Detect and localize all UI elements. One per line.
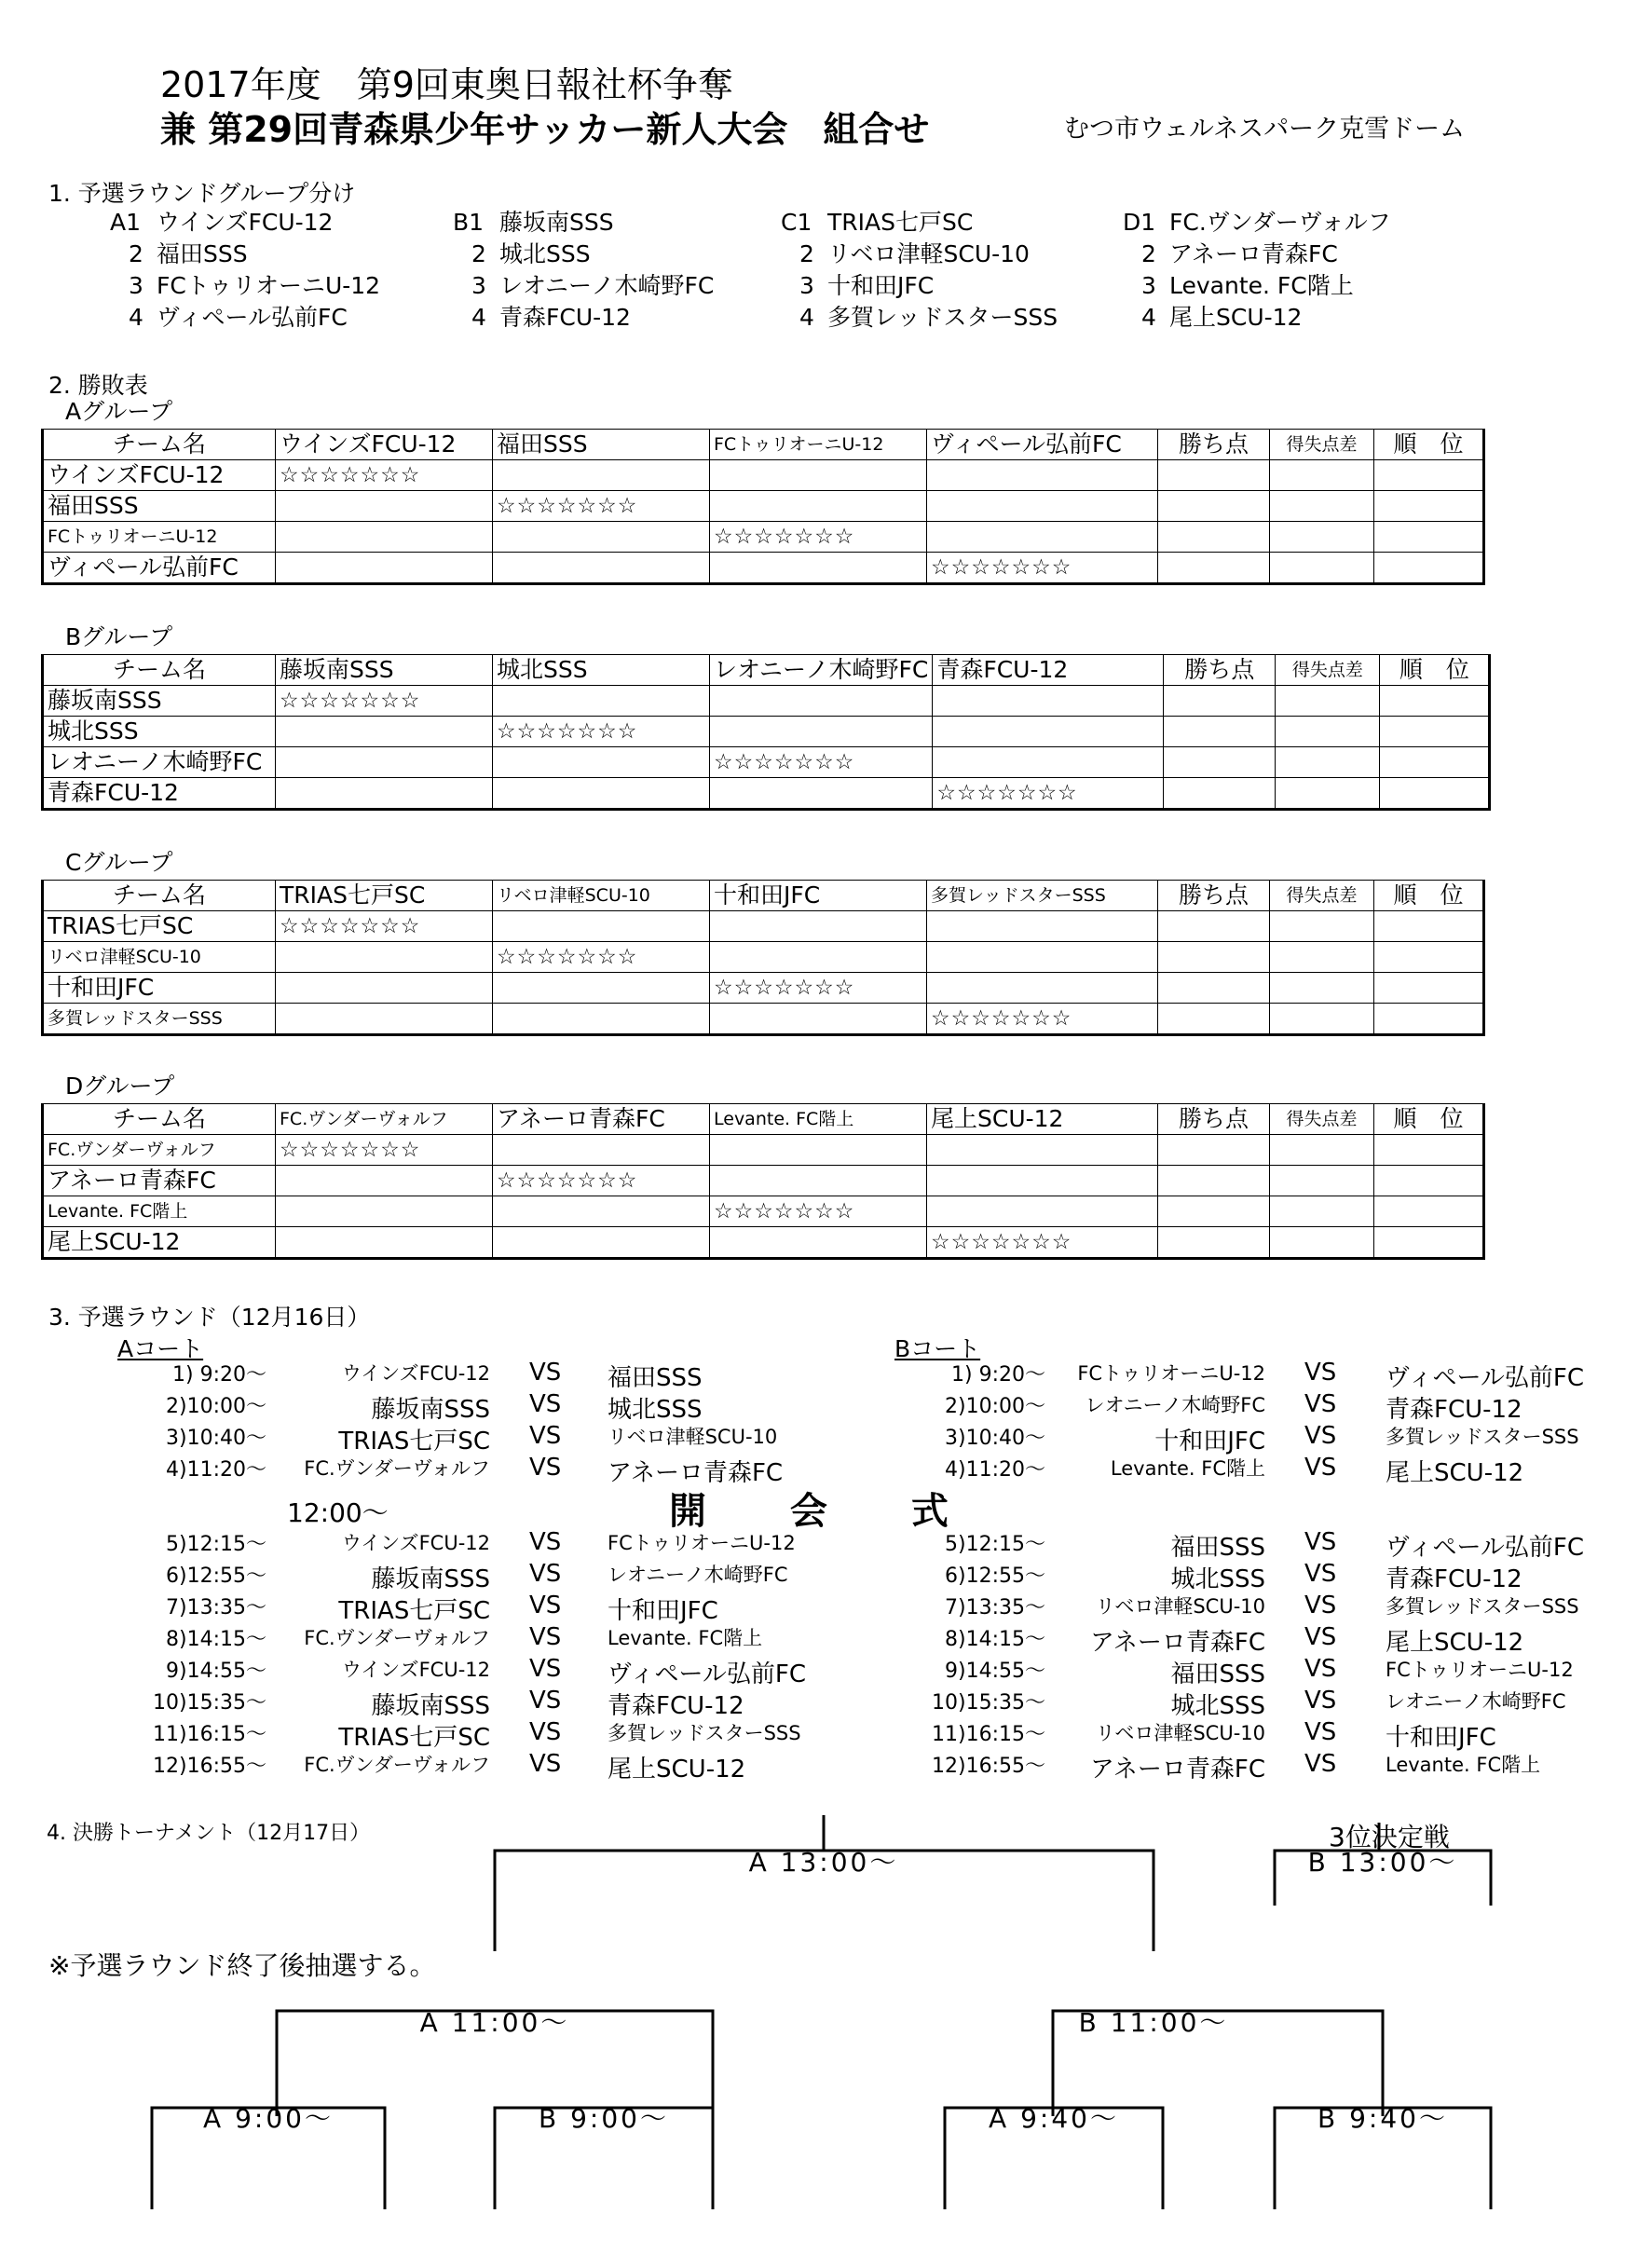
match-vs: VS [1304,1623,1337,1651]
diagonal-stars: ☆☆☆☆☆☆☆ [710,747,933,778]
group-entry-team: 福田SSS [157,240,248,267]
match-home-team: FCトゥリオーニU-12 [1077,1362,1265,1385]
match-vs: VS [1304,1422,1337,1450]
group-entry-team: 尾上SCU-12 [1169,304,1303,331]
header-opponent: 尾上SCU-12 [927,1104,1158,1135]
match-away-team: 尾上SCU-12 [1386,1459,1524,1487]
match-away-team: 十和田JFC [608,1597,718,1625]
r1-slot-1: A 9:00～ [203,2103,334,2134]
group-entry-number: 2 [471,240,486,267]
match-vs: VS [529,1359,562,1387]
match-away-team: 福田SSS [608,1364,703,1392]
match-home-team: Levante. FC階上 [1110,1457,1265,1480]
opening-ceremony: 開 会 式 [669,1490,984,1533]
match-vs: VS [1304,1687,1337,1715]
match-home-team: FC.ヴンダーヴォルフ [304,1754,490,1776]
match-slot: 5)12:15～ [166,1533,266,1556]
match-vs: VS [529,1718,562,1746]
header-opponent: ウインズFCU-12 [276,430,493,460]
match-slot: 10)15:35～ [153,1691,266,1715]
match-home-team: 城北SSS [1170,1565,1265,1593]
group-entry-number: 3 [129,272,143,299]
third-place-slot: B 13:00～ [1307,1847,1458,1878]
match-vs: VS [529,1560,562,1588]
match-slot: 12)16:55～ [153,1755,266,1778]
match-away-team: FCトゥリオーニU-12 [1386,1659,1574,1681]
match-slot: 11)16:15～ [932,1723,1045,1746]
r1-slot-3: A 9:40～ [989,2103,1119,2134]
match-vs: VS [529,1750,562,1778]
match-away-team: 青森FCU-12 [1386,1396,1522,1424]
row-team-name: FC.ヴンダーヴォルフ [43,1135,276,1166]
match-away-team: レオニーノ木崎野FC [1386,1690,1566,1713]
match-home-team: 城北SSS [1170,1692,1265,1720]
match-away-team: 多賀レッドスターSSS [608,1722,801,1744]
diagonal-stars: ☆☆☆☆☆☆☆ [927,1227,1158,1259]
match-slot: 12)16:55～ [932,1755,1045,1778]
group-entry-number: C1 [781,209,812,236]
match-away-team: Levante. FC階上 [608,1627,763,1649]
semi-right-slot: B 11:00～ [1078,2007,1229,2038]
group-entry-number: 4 [129,304,143,331]
match-away-team: リベロ津軽SCU-10 [608,1426,778,1448]
header-opponent: ヴィペール弘前FC [927,430,1158,460]
match-home-team: 福田SSS [1170,1534,1265,1562]
match-vs: VS [529,1623,562,1651]
header-opponent: FC.ヴンダーヴォルフ [276,1104,493,1135]
match-slot: 3)10:40～ [166,1427,266,1450]
header-goal-diff: 得失点差 [1270,430,1374,460]
row-team-name: アネーロ青森FC [43,1166,276,1196]
row-team-name: 多賀レッドスターSSS [43,1004,276,1035]
match-home-team: FC.ヴンダーヴォルフ [304,1627,490,1649]
court-a-label: Aコート [117,1335,204,1362]
header-team-name: チーム名 [43,655,276,686]
header-opponent: 福田SSS [493,430,710,460]
group-entry-number: 2 [799,240,814,267]
header-opponent: TRIAS七戸SC [276,881,493,911]
group-entry-team: 藤坂南SSS [499,209,614,236]
group-entry-number: 3 [1141,272,1156,299]
group-entry-number: 3 [471,272,486,299]
match-vs: VS [529,1454,562,1482]
match-vs: VS [529,1687,562,1715]
match-away-team: 尾上SCU-12 [608,1756,746,1783]
match-slot: 4)11:20～ [166,1458,266,1482]
row-team-name: FCトゥリオーニU-12 [43,522,276,553]
match-away-team: アネーロ青森FC [608,1459,784,1487]
match-slot: 6)12:55～ [166,1565,266,1588]
match-home-team: ウインズFCU-12 [341,1362,490,1385]
match-away-team: レオニーノ木崎野FC [608,1564,788,1586]
match-vs: VS [1304,1655,1337,1683]
group-entry-number: 2 [129,240,143,267]
match-away-team: ヴィペール弘前FC [1386,1534,1585,1562]
match-slot: 2)10:00～ [945,1395,1045,1418]
match-home-team: FC.ヴンダーヴォルフ [304,1457,490,1480]
match-home-team: TRIAS七戸SC [338,1428,490,1455]
match-home-team: リベロ津軽SCU-10 [1095,1595,1265,1618]
match-home-team: TRIAS七戸SC [338,1724,490,1752]
match-away-team: 多賀レッドスターSSS [1386,1426,1579,1448]
match-away-team: Levante. FC階上 [1386,1754,1541,1776]
match-away-team: ヴィペール弘前FC [1386,1364,1585,1392]
header-rank: 順 位 [1374,1104,1484,1135]
match-home-team: 藤坂南SSS [371,1396,490,1424]
group-table-label: Bグループ [65,623,173,650]
match-vs: VS [529,1592,562,1619]
row-team-name: ウインズFCU-12 [43,460,276,491]
row-team-name: Levante. FC階上 [43,1196,276,1227]
match-slot: 4)11:20～ [945,1458,1045,1482]
group-entry-team: TRIAS七戸SC [827,209,974,236]
group-table-label: Cグループ [65,849,173,876]
group-entry-team: Levante. FC階上 [1169,272,1354,299]
match-vs: VS [529,1390,562,1418]
header-opponent: 城北SSS [493,655,710,686]
match-vs: VS [1304,1359,1337,1387]
ceremony-time: 12:00～ [287,1497,389,1528]
row-team-name: 青森FCU-12 [43,778,276,810]
match-slot: 11)16:15～ [153,1723,266,1746]
diagonal-stars: ☆☆☆☆☆☆☆ [276,1135,493,1166]
match-vs: VS [529,1422,562,1450]
match-home-team: ウインズFCU-12 [341,1659,490,1681]
row-team-name: レオニーノ木崎野FC [43,747,276,778]
row-team-name: リベロ津軽SCU-10 [43,942,276,973]
match-away-team: 青森FCU-12 [1386,1565,1522,1593]
section2-heading: 2. 勝敗表 [48,372,148,399]
diagonal-stars: ☆☆☆☆☆☆☆ [493,491,710,522]
match-slot: 5)12:15～ [945,1533,1045,1556]
header-team-name: チーム名 [43,881,276,911]
group-entry-team: FCトゥリオーニU-12 [157,272,381,299]
venue: むつ市ウェルネスパーク克雪ドーム [1064,115,1466,143]
diagonal-stars: ☆☆☆☆☆☆☆ [710,1196,927,1227]
group-entry-team: FC.ヴンダーヴォルフ [1169,209,1391,236]
diagonal-stars: ☆☆☆☆☆☆☆ [933,778,1164,810]
match-slot: 6)12:55～ [945,1565,1045,1588]
diagonal-stars: ☆☆☆☆☆☆☆ [276,686,493,717]
match-home-team: レオニーノ木崎野FC [1085,1394,1265,1416]
group-entry-team: リベロ津軽SCU-10 [827,240,1030,267]
header-rank: 順 位 [1374,881,1484,911]
group-entry-team: 十和田JFC [827,272,935,299]
group-entry-team: アネーロ青森FC [1169,240,1338,267]
diagonal-stars: ☆☆☆☆☆☆☆ [710,973,927,1004]
match-away-team: 十和田JFC [1386,1724,1496,1752]
header-rank: 順 位 [1374,430,1484,460]
row-team-name: 城北SSS [43,717,276,747]
match-vs: VS [1304,1528,1337,1556]
match-vs: VS [1304,1454,1337,1482]
third-place-label: 3位決定戦 [1329,1822,1450,1852]
group-entry-team: ヴィペール弘前FC [157,304,348,331]
match-slot: 1) 9:20～ [951,1363,1045,1387]
group-entry-number: A1 [110,209,142,236]
row-team-name: ヴィペール弘前FC [43,553,276,584]
match-slot: 2)10:00～ [166,1395,266,1418]
match-vs: VS [1304,1560,1337,1588]
match-home-team: ウインズFCU-12 [341,1532,490,1554]
r1-slot-4: B 9:40～ [1318,2103,1448,2134]
group-entry-number: 4 [471,304,486,331]
match-slot: 7)13:35～ [166,1596,266,1619]
match-away-team: 多賀レッドスターSSS [1386,1595,1579,1618]
match-slot: 1) 9:20～ [172,1363,266,1387]
r1-slot-2: B 9:00～ [539,2103,669,2134]
group-table-label: Aグループ [65,398,173,425]
group-entry-team: 多賀レッドスターSSS [827,304,1058,331]
header-goal-diff: 得失点差 [1276,655,1380,686]
header-rank: 順 位 [1380,655,1490,686]
diagonal-stars: ☆☆☆☆☆☆☆ [710,522,927,553]
match-slot: 9)14:55～ [945,1660,1045,1683]
semi-left-slot: A 11:00～ [419,2007,570,2038]
match-home-team: アネーロ青森FC [1089,1756,1265,1783]
header-opponent: 藤坂南SSS [276,655,493,686]
diagonal-stars: ☆☆☆☆☆☆☆ [927,553,1158,584]
section4-heading: 4. 決勝トーナメント（12月17日） [47,1822,371,1845]
group-entry-team: ウインズFCU-12 [157,209,334,236]
match-home-team: 福田SSS [1170,1660,1265,1688]
header-opponent: 多賀レッドスターSSS [927,881,1158,911]
diagonal-stars: ☆☆☆☆☆☆☆ [276,460,493,491]
diagonal-stars: ☆☆☆☆☆☆☆ [493,717,710,747]
group-entry-number: 4 [1141,304,1156,331]
group-table-label: Dグループ [65,1073,175,1100]
header-points: 勝ち点 [1158,881,1270,911]
match-away-team: FCトゥリオーニU-12 [608,1532,796,1554]
header-points: 勝ち点 [1164,655,1276,686]
diagonal-stars: ☆☆☆☆☆☆☆ [493,1166,710,1196]
match-slot: 8)14:15～ [166,1628,266,1651]
row-team-name: TRIAS七戸SC [43,911,276,942]
final-slot: A 13:00～ [748,1847,899,1878]
header-opponent: FCトゥリオーニU-12 [710,430,927,460]
header-goal-diff: 得失点差 [1270,881,1374,911]
header-opponent: レオニーノ木崎野FC [710,655,933,686]
group-entry-team: レオニーノ木崎野FC [499,272,715,299]
diagonal-stars: ☆☆☆☆☆☆☆ [276,911,493,942]
match-vs: VS [1304,1718,1337,1746]
group-entry-team: 城北SSS [499,240,591,267]
title-line1: 2017年度 第9回東奥日報社杯争奪 [160,64,733,105]
match-home-team: TRIAS七戸SC [338,1597,490,1625]
match-slot: 9)14:55～ [166,1660,266,1683]
section3-heading: 3. 予選ラウンド（12月16日） [48,1304,371,1331]
group-entry-number: B1 [453,209,485,236]
header-opponent: リベロ津軽SCU-10 [493,881,710,911]
match-home-team: 十和田JFC [1154,1428,1265,1455]
match-vs: VS [1304,1592,1337,1619]
section1-heading: 1. 予選ラウンドグループ分け [48,180,356,207]
match-home-team: リベロ津軽SCU-10 [1095,1722,1265,1744]
header-opponent: Levante. FC階上 [710,1104,927,1135]
match-slot: 8)14:15～ [945,1628,1045,1651]
match-away-team: 青森FCU-12 [608,1692,744,1720]
lottery-note: ※予選ラウンド終了後抽選する。 [48,1950,436,1981]
header-opponent: 十和田JFC [710,881,927,911]
row-team-name: 藤坂南SSS [43,686,276,717]
row-team-name: 十和田JFC [43,973,276,1004]
match-away-team: 尾上SCU-12 [1386,1629,1524,1657]
diagonal-stars: ☆☆☆☆☆☆☆ [927,1004,1158,1035]
group-entry-number: D1 [1123,209,1156,236]
match-vs: VS [529,1655,562,1683]
match-vs: VS [1304,1750,1337,1778]
row-team-name: 福田SSS [43,491,276,522]
header-opponent: アネーロ青森FC [493,1104,710,1135]
group-entry-number: 4 [799,304,814,331]
court-b-label: Bコート [894,1335,981,1362]
header-goal-diff: 得失点差 [1270,1104,1374,1135]
row-team-name: 尾上SCU-12 [43,1227,276,1259]
group-entry-number: 3 [799,272,814,299]
header-points: 勝ち点 [1158,1104,1270,1135]
match-home-team: 藤坂南SSS [371,1565,490,1593]
match-away-team: 城北SSS [608,1396,703,1424]
header-team-name: チーム名 [43,430,276,460]
diagonal-stars: ☆☆☆☆☆☆☆ [493,942,710,973]
match-vs: VS [1304,1390,1337,1418]
match-home-team: アネーロ青森FC [1089,1629,1265,1657]
group-entry-number: 2 [1141,240,1156,267]
group-entry-team: 青森FCU-12 [499,304,631,331]
match-home-team: 藤坂南SSS [371,1692,490,1720]
match-slot: 7)13:35～ [945,1596,1045,1619]
match-slot: 3)10:40～ [945,1427,1045,1450]
header-team-name: チーム名 [43,1104,276,1135]
header-points: 勝ち点 [1158,430,1270,460]
match-away-team: ヴィペール弘前FC [608,1660,807,1688]
match-vs: VS [529,1528,562,1556]
title-line2: 兼 第29回青森県少年サッカー新人大会 組合せ [160,109,930,150]
match-slot: 10)15:35～ [932,1691,1045,1715]
header-opponent: 青森FCU-12 [933,655,1164,686]
